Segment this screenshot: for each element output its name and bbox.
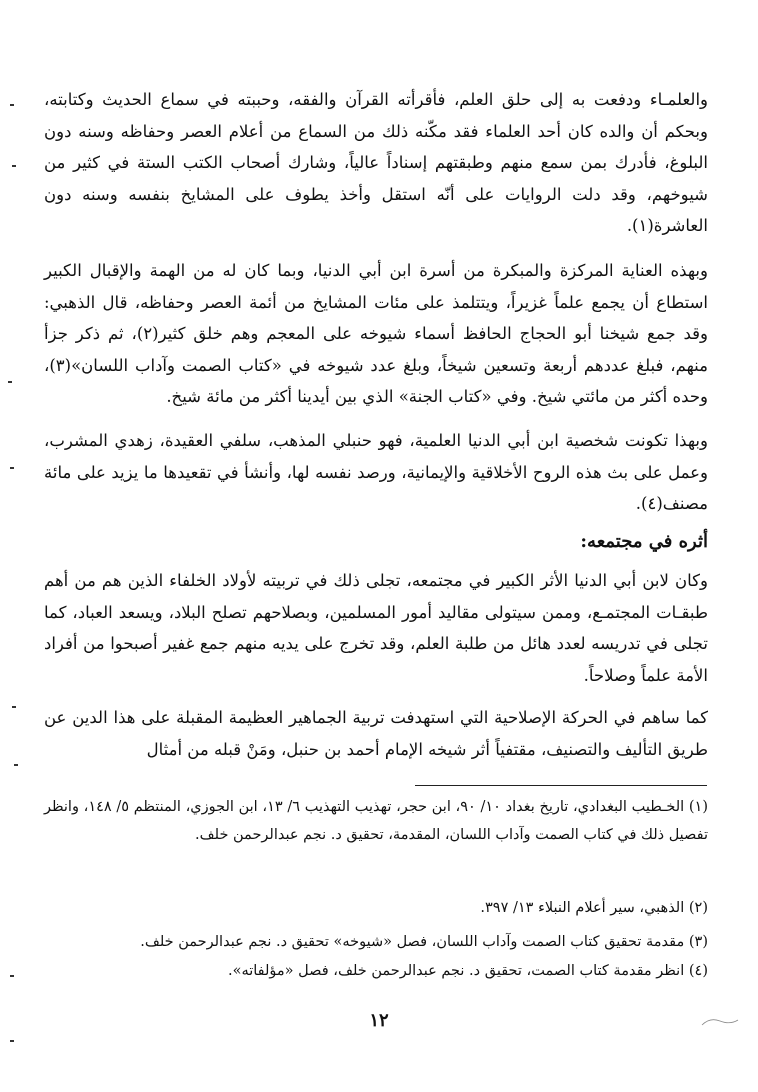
- scan-speck: [10, 104, 14, 106]
- section-heading: أثره في مجتمعه:: [580, 531, 708, 552]
- scan-speck: [14, 764, 18, 766]
- scan-speck: [10, 1040, 14, 1042]
- scan-speck: [12, 165, 16, 167]
- scan-speck: [12, 706, 16, 708]
- footnote-4: (٤) انظر مقدمة كتاب الصمت، تحقيق د. نجم عبدالرحمن خلف، فصل «مؤلفاته».: [227, 963, 708, 979]
- footnote-separator: [415, 785, 707, 786]
- paragraph-5: كما ساهم في الحركة الإصلاحية التي استهدفت تربية الجماهير العظيمة المقبلة على هذا الدين عن طريق التأليف والتصنيف، مقتفياً أثر شيخه الإمام أحمد بن حنبل، ومَنْ قبله من أمثال: [44, 708, 708, 759]
- footnote-3: (٣) مقدمة تحقيق كتاب الصمت وآداب اللسان، فصل «شيوخه» تحقيق د. نجم عبدالرحمن خلف.: [140, 934, 708, 950]
- scan-speck: [10, 467, 14, 469]
- footnote-2: (٢) الذهبي، سير أعلام النبلاء ١٣/ ٣٩٧.: [480, 900, 708, 916]
- paragraph-4: وكان لابن أبي الدنيا الأثر الكبير في مجتمعه، تجلى ذلك في تربيته لأولاد الخلفاء الذين هم من أهم طبقـات المجتمـع، وممن سيتولى مقاليد أمور المسلمين، وبصلاحهم تصلح البلاد، ويسعد العباد، كما تجلى في تدريسه لعدد هائل من طلبة العلم، وقد تخرج على يديه منهم جمع غفير أصبحوا من أفراد الأمة علماً وصلاحاً.: [44, 571, 708, 685]
- paragraph-1: والعلمـاء ودفعت به إلى حلق العلم، فأقرأته القرآن والفقه، وحببته في سماع الحديث وكتابته، وبحكم أن والده كان أحد العلماء فقد مكّنه ذلك من السماع من أعلام العصر وحفاظه وسنه دون البلوغ، فأدرك بمن سمع منهم وطبقتهم إسناداً عالياً، وشارك أصحاب الكتب الستة في كثير من شيوخهم، وقد دلت الروايات على أنّه استقل وأخذ يطوف على المشايخ بنفسه وسنه دون العاشرة(١).: [44, 90, 708, 235]
- page-number: ١٢: [369, 1010, 389, 1031]
- scan-speck: [10, 975, 14, 977]
- paragraph-2: وبهذه العناية المركزة والمبكرة من أسرة ابن أبي الدنيا، وبما كان له من الهمة والإقبال الكبير استطاع أن يجمع علماً غزيراً، ويتتلمذ على مئات المشايخ من أئمة العصر وحفاظه، قال الذهبي: وقد جمع شيخنا أبو الحجاج الحافظ أسماء شيوخه على المعجم وهم خلق كثير(٢)، ثم ذكر جزأ منهم، فبلغ عددهم أربعة وتسعين شيخاً، وبلغ عدد شيوخه في «كتاب الصمت وآداب اللسان»(٣)، وحده أكثر من مائتي شيخ. وفي «كتاب الجنة» الذي بين أيدينا أكثر من مائة شيخ.: [44, 261, 708, 406]
- scan-speck: [8, 381, 12, 383]
- footnote-1: (١) الخـطيب البغدادي، تاريخ بغداد ١٠/ ٩٠، ابن حجر، تهذيب التهذيب ٦/ ١٣، ابن الجوزي، المنتظم ٥/ ١٤٨، وانظر تفصيل ذلك في كتاب الصمت وآداب اللسان، المقدمة، تحقيق د. نجم عبدالرحمن خلف.: [44, 799, 709, 843]
- pencil-mark: [700, 1015, 740, 1029]
- paragraph-3: وبهذا تكونت شخصية ابن أبي الدنيا العلمية، فهو حنبلي المذهب، سلفي العقيدة، زهدي المشرب، وعمل على بث هذه الروح الأخلاقية والإيمانية، ورصد نفسه لها، وأنشأ في تقعيدها ما يزيد على مائة مصنف(٤).: [44, 431, 708, 513]
